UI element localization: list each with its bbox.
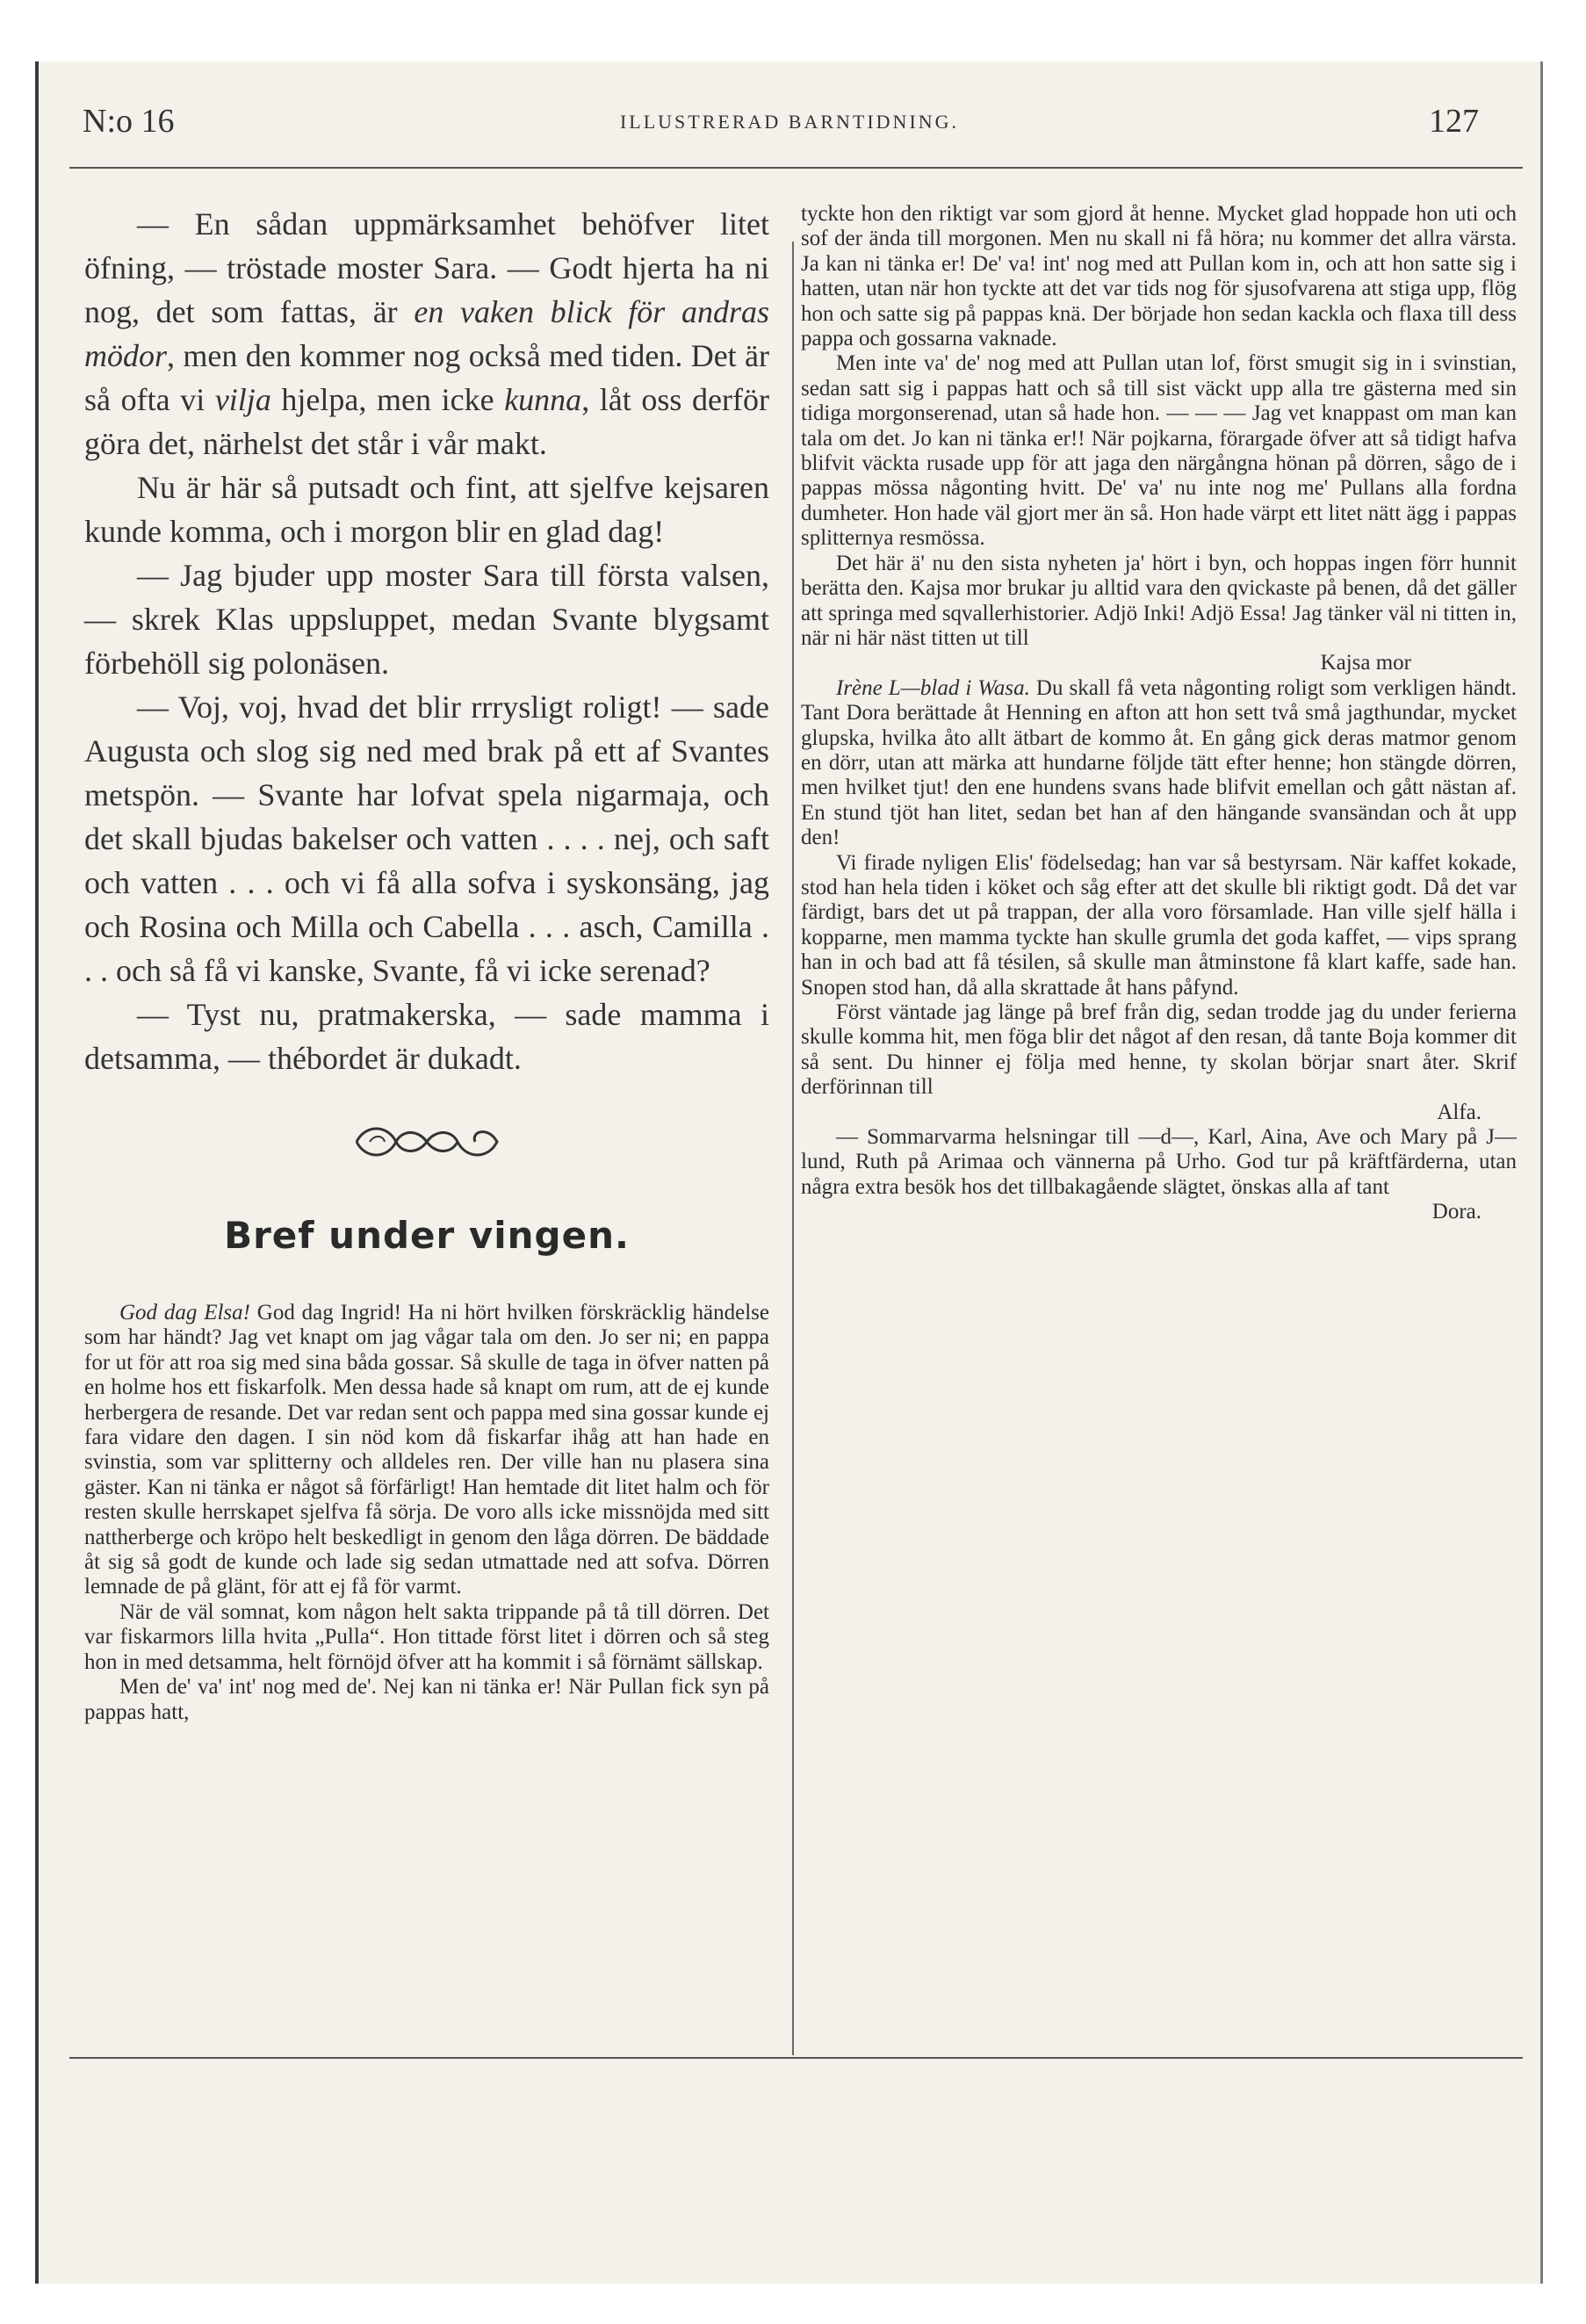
story-paragraph: — En sådan uppmärksamhet behöfver litet öfning, — tröstade moster Sara. — Godt hjerta ha ni nog, det som fattas, är en vaken blick för andras mödor, men den kommer nog också med tiden. Det är så ofta vi vilja hjelpa, men icke kunna, låt oss derför göra det, närhelst det står i vår makt. xyxy=(84,206,770,461)
section-title: Bref under vingen. xyxy=(224,1214,630,1257)
story-paragraph: — Tyst nu, pratmakerska, — sade mamma i detsamma, — thébordet är dukadt. xyxy=(84,997,769,1076)
story-ending xyxy=(84,202,769,1080)
ornament-flourish-icon xyxy=(348,1115,506,1168)
letter-paragraph: Men inte va' de' nog med att Pullan utan lof, först smugit sig in i svinstian, sedan satt sig i pappas hatt och så till sist väckt upp alla tre gästerna med sin tidiga morgonserenad, utan så hade hon. — — — Jag vet knappast om man kan tala om det. Jo kan ni tänka er!! När pojkarna, förargade öfver att så tidigt hafva blifvit väckta rusade upp för att jaga den närgångna hönan på dörren, sågo de i pappas mössa någonting hvitt. De' va' nu inte nog me' Pullans alla fordna dumheter. Hon hade väl gjort mer än så. Hon hade värpt ett litet nätt ägg i pappas splitternya resmössa. xyxy=(801,351,1517,551)
issue-number: N:o 16 xyxy=(83,103,175,140)
signature: Dora. xyxy=(1431,1200,1481,1224)
page-header xyxy=(56,97,1523,149)
letter-paragraph: Vi firade nyligen Elis' födelsedag; han var så bestyrsam. När kaffet kokade, stod han hela tiden i köket och såg efter att det skulle bli riktigt godt. Då det var färdigt, bars det ut på trappan, der alla voro församlade. Han ville sjelf hälla i kopparne, men mamma tyckte han skulle grumla det goda kaffet, — vips sprang han in och bad att få tésilen, så skulle man åtminstone få klart kaffe, sade han. Snopen stod han, då alla skrattade åt hans påfynd. xyxy=(801,850,1517,1000)
letter-column-left xyxy=(84,1301,769,1725)
left-column xyxy=(84,202,769,1725)
greetings-paragraph: — Sommarvarma helsningar till —d—, Karl, Aina, Ave och Mary på J—lund, Ruth på Arimaa och vännerna på Urho. God tur på kräftfärderna, utan några extra besök hos det tillbakagående slägtet, önskas alla af tant xyxy=(801,1125,1517,1199)
story-paragraph: — Voj, voj, hvad det blir rrrysligt roligt! — sade Augusta och slog sig ned med brak på ett af Svantes metspön. — Svante har lofvat spela nigarmaja, och det skall bjudas bakelser och vatten . . . . nej, och saft och vatten . . . och vi få alla sofva i syskonsäng, jag och Rosina och Milla och Cabella . . . asch, Camilla . . . och så få vi kanske, Svante, få vi icke serenad? xyxy=(84,689,769,988)
signature: Kajsa mor xyxy=(1320,651,1411,675)
right-column xyxy=(801,202,1517,1225)
story-paragraph: Nu är här så putsadt och fint, att sjelfve kejsaren kunde komma, och i morgon blir en glad dag! xyxy=(84,470,769,549)
letter-paragraph: Först väntade jag länge på bref från dig, sedan trodde jag du under ferierna skulle komma hit, men föga blir det något af den resan, då tante Boja kommer dit så sent. Du hinner ej följa med henne, ty skolan börjar snart åter. Skrif derförinnan till xyxy=(801,1000,1517,1100)
column-rule xyxy=(792,242,794,2055)
letter-paragraph: Men de' va' int' nog med de'. Nej kan ni tänka er! När Pullan fick syn på pappas hatt, xyxy=(84,1675,769,1724)
letter-paragraph: God dag Elsa! God dag Ingrid! Ha ni hört hvilken förskräcklig händelse som har händt? Jag vet knapt om jag vågar tala om den. Jo ser ni; en pappa for ut för att roa sig med sina båda gossar. Så skulle de taga in öfver natten på en holme hos ett fiskarfolk. Men dessa hade så knapt om rum, att de ej kunde herbergera de resande. Det var redan sent och pappa med sina gossar kunde ej fara vidare den dagen. I sin nöd kom då fiskarfar ihåg att han hade en svinstia, som var splitterny och alldeles ren. Der ville han nu plasera sina gäster. Kan ni tänka er något så förfärligt! Han hemtade dit litet halm och för resten skulle herrskapet sjelfva få sörja. De voro alls icke missnöjda med sitt nattherberge och kröpo helt beskedligt in genom den låga dörren. De bäddade åt sig så godt de kunde och lade sig sedan utmattade ned att sofva. Dörren lemnade de på glänt, för att ej få för varmt. xyxy=(84,1301,769,1599)
letter-paragraph: tyckte hon den riktigt var som gjord åt henne. Mycket glad hoppade hon uti och sof der ända till morgonen. Men nu skall ni få höra; nu kommer det allra värsta. Ja kan ni tänka er! De' va! int' nog med att Pullan kom in, och att hon satte sig i hatten, utan när hon tyckte att det var tids nog för sjusofvarena att stiga upp, flög hon och satte sig på pappas knä. Der började hon sedan kackla och flaxa till dess pappa och gossarna vaknade. xyxy=(801,202,1517,351)
publication-title: ILLUSTRERAD BARNTIDNING. xyxy=(619,111,960,133)
letter-paragraph: Irène L—blad i Wasa. Du skall få veta någonting roligt som verkligen händt. Tant Dora berättade åt Henning en afton att hon sett två små jagthundar, mycket glupska, hvilka åto allt ätbart de kommo åt. En gång gick deras matmor genom en dörr, utan att märka att hundarne följde tätt efter henne; hon stängde dörren, men hvilket tjut! den ene hundens svans hade blifvit emellan och gått nästan af. En stund tjöt han litet, sedan bet han af den hängande svansändan och åt upp den! xyxy=(801,675,1518,850)
story-paragraph: — Jag bjuder upp moster Sara till första valsen, — skrek Klas uppsluppet, medan Svante blygsamt förbehöll sig polonäsen. xyxy=(84,558,769,681)
footer-rule xyxy=(69,2057,1523,2059)
letter-paragraph: Det här ä' nu den sista nyheten ja' hört i byn, och hoppas ingen förr hunnit berätta den. Kajsa mor brukar ju alltid vara den qvickaste på benen, då det gäller att springa med sqvallerhistorier. Adjö Inki! Adjö Essa! Jag tänker väl ni titten in, när ni här näst titten ut till xyxy=(801,551,1517,650)
page-number: 127 xyxy=(1429,103,1479,140)
signature: Alfa. xyxy=(1437,1100,1481,1124)
letter-paragraph: När de väl somnat, kom någon helt sakta trippande på tå till dörren. Det var fiskarmors lilla hvita „Pulla“. Hon tittade först litet i dörren och så steg hon in med detsamma, helt förnöjd öfver att ha kommit i så förnämt sällskap. xyxy=(84,1599,769,1674)
newspaper-page xyxy=(35,61,1543,2284)
header-rule xyxy=(69,167,1523,169)
